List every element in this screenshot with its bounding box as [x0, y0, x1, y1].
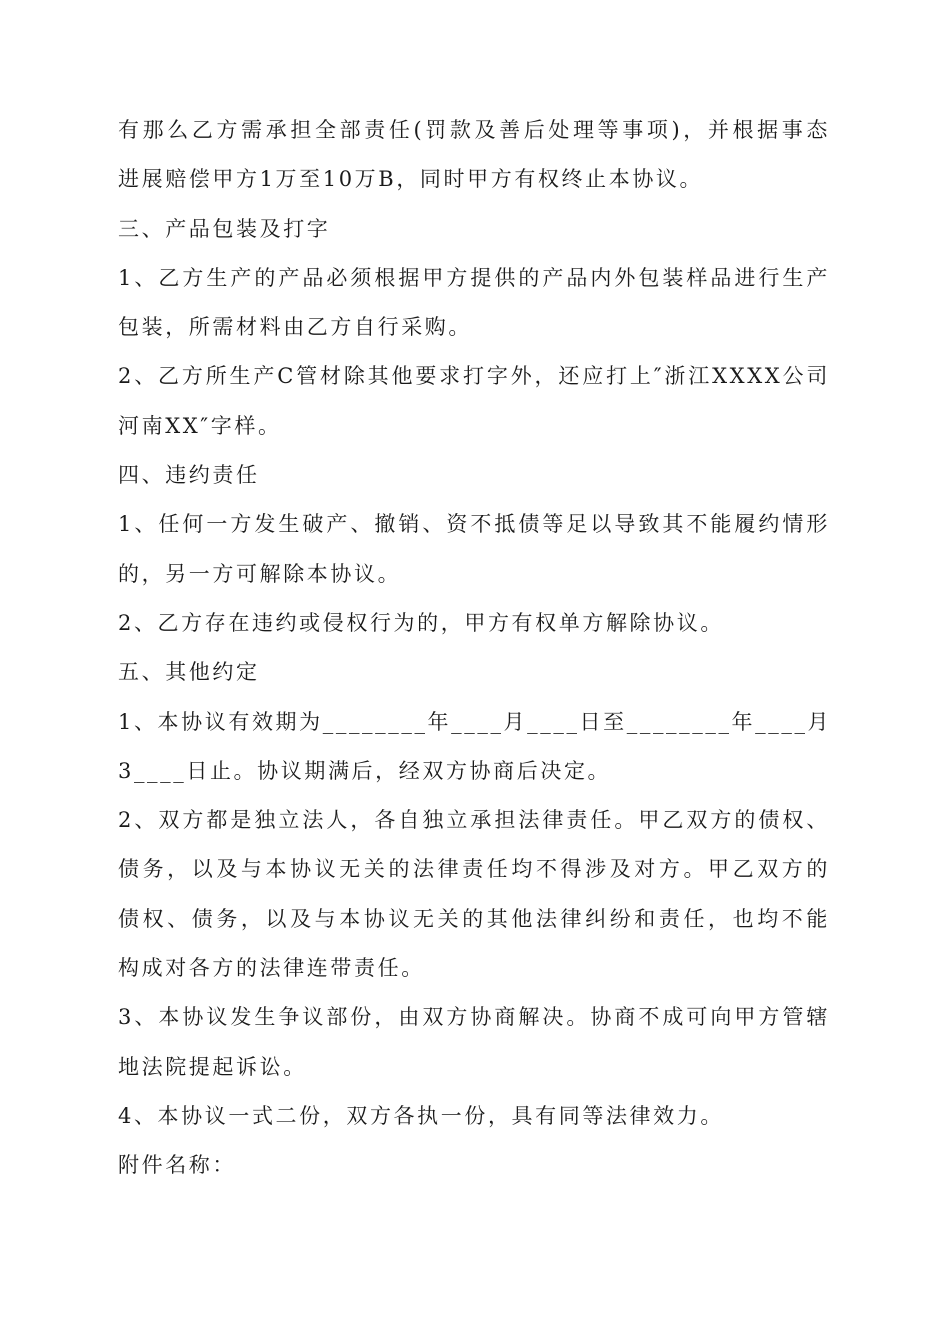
- paragraph-line: 包装，所需材料由乙方自行采购。: [118, 315, 472, 340]
- paragraph-line: 1、任何一方发生破产、撤销、资不抵债等足以导致其不能履约情形: [118, 512, 830, 537]
- attachment-label: 附件名称：: [118, 1153, 236, 1178]
- section-heading: 三、产品包装及打字: [118, 216, 331, 241]
- paragraph-line: 河南XX″字样。: [118, 413, 282, 438]
- paragraph-line: 有那么乙方需承担全部责任(罚款及善后处理等事项)，并根据事态: [118, 118, 830, 142]
- paragraph-line: 债权、债务，以及与本协议无关的其他法律纠纷和责任，也均不能: [118, 906, 830, 931]
- paragraph-line: 3____日止。协议期满后，经双方协商后决定。: [118, 758, 612, 783]
- paragraph-line: 地法院提起诉讼。: [118, 1054, 307, 1079]
- paragraph-line: 1、本协议有效期为________年____月____日至________年____月: [118, 709, 832, 734]
- paragraph-line: 4、本协议一式二份，双方各执一份，具有同等法律效力。: [118, 1103, 724, 1128]
- paragraph-line: 债务，以及与本协议无关的法律责任均不得涉及对方。甲乙双方的: [118, 857, 830, 882]
- paragraph-line: 2、乙方存在违约或侵权行为的，甲方有权单方解除协议。: [118, 610, 724, 635]
- paragraph-line: 进展赔偿甲方1万至10万B，同时甲方有权终止本协议。: [118, 167, 704, 192]
- paragraph-line: 的，另一方可解除本协议。: [118, 561, 402, 586]
- paragraph-line: 2、双方都是独立法人，各自独立承担法律责任。甲乙双方的债权、: [118, 808, 830, 833]
- section-heading: 五、其他约定: [118, 660, 260, 685]
- document-body: [118, 106, 830, 1191]
- paragraph-line: 3、本协议发生争议部份，由双方协商解决。协商不成可向甲方管辖: [118, 1005, 830, 1030]
- paragraph-line: 2、乙方所生产C管材除其他要求打字外，还应打上″浙江XXXX公司: [118, 364, 830, 389]
- paragraph-line: 构成对各方的法律连带责任。: [118, 956, 425, 981]
- section-heading: 四、违约责任: [118, 463, 260, 488]
- paragraph-line: 1、乙方生产的产品必须根据甲方提供的产品内外包装样品进行生产: [118, 265, 830, 290]
